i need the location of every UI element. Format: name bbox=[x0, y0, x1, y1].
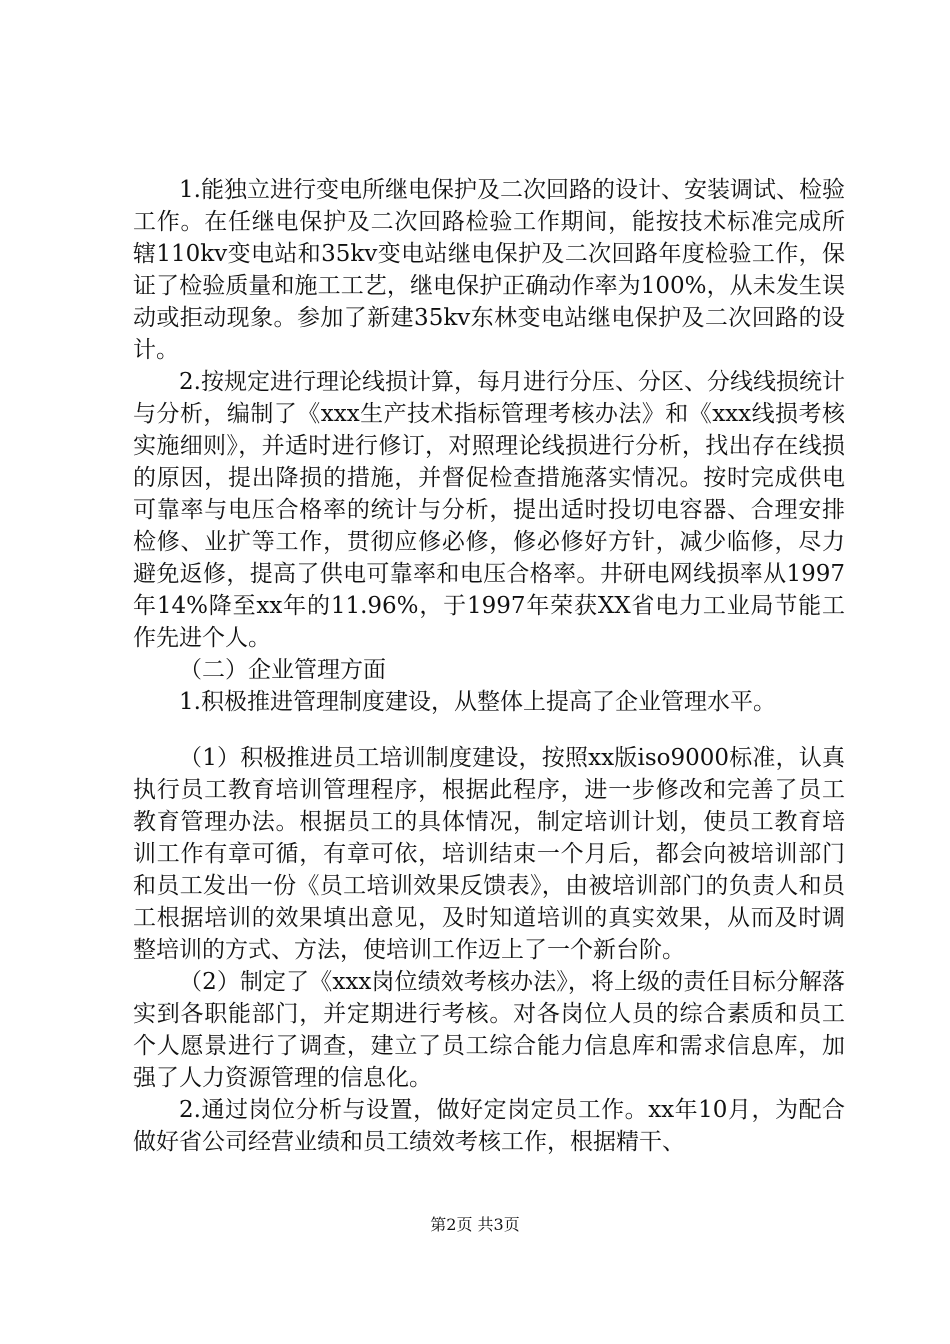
section-heading-enterprise-management: （二）企业管理方面 bbox=[179, 657, 386, 683]
paragraph-relay-protection: 1.能独立进行变电所继电保护及二次回路的设计、安装调试、检验工作。在任继电保护及二次回路检验工作期间，能按技术标准完成所辖110kv变电站和35kv变电站继电保护及二次回路年度检验工作，保证了检验质量和施工工艺，继电保护正确动作率为100%，从未发生误动或拒动现象。参加了新建35kv东林变电站继电保护及二次回路的设计。 bbox=[133, 177, 845, 363]
paragraph-training-system: （1）积极推进员工培训制度建设，按照xx版iso9000标准，认真执行员工教育培训管理程序，根据此程序，进一步修改和完善了员工教育管理办法。根据员工的具体情况，制定培训计划，使员工教育培训工作有章可循，有章可依，培训结束一个月后，都会向被培训部门和员工发出一份《员工培训效果反馈表》，由被培训部门的负责人和员工根据培训的效果填出意见，及时知道培训的真实效果，从而及时调整培训的方式、方法，使培训工作迈上了一个新台阶。 bbox=[133, 745, 845, 963]
page-number: 第2页 共3页 bbox=[430, 1215, 520, 1234]
paragraph-management-system: 1.积极推进管理制度建设，从整体上提高了企业管理水平。 bbox=[179, 689, 776, 715]
paragraph-performance-assessment: （2）制定了《xxx岗位绩效考核办法》，将上级的责任目标分解落实到各职能部门，并定期进行考核。对各岗位人员的综合素质和员工个人愿景进行了调查，建立了员工综合能力信息库和需求信息库，加强了人力资源管理的信息化。 bbox=[133, 969, 845, 1091]
paragraph-post-analysis: 2.通过岗位分析与设置，做好定岗定员工作。xx年10月，为配合做好省公司经营业绩和员工绩效考核工作，根据精干、 bbox=[133, 1097, 845, 1155]
paragraph-line-loss: 2.按规定进行理论线损计算，每月进行分压、分区、分线线损统计与分析，编制了《xxx生产技术指标管理考核办法》和《xxx线损考核实施细则》，并适时进行修订，对照理论线损进行分析，找出存在线损的原因，提出降损的措施，并督促检查措施落实情况。按时完成供电可靠率与电压合格率的统计与分析，提出适时投切电容器、合理安排检修、业扩等工作，贯彻应修必修，修必修好方针，减少临修，尽力避免返修，提高了供电可靠率和电压合格率。井研电网线损率从1997年14%降至xx年的11.96%，于1997年荣获XX省电力工业局节能工作先进个人。 bbox=[133, 369, 845, 651]
document-body bbox=[133, 174, 845, 1158]
